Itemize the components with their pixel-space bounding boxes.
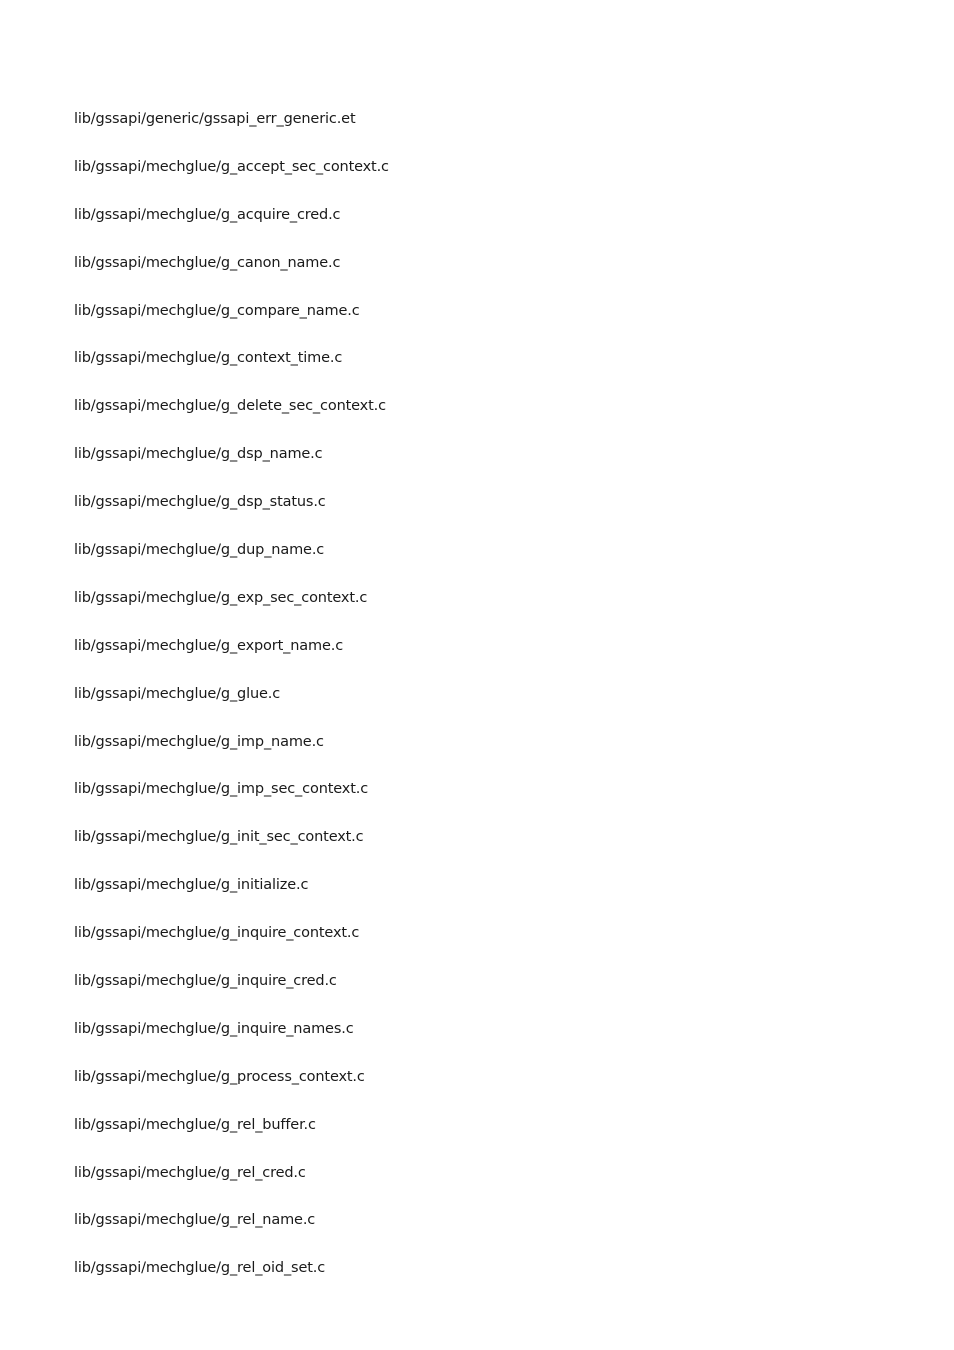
file-path-item: lib/gssapi/mechglue/g_dsp_status.c (74, 494, 326, 511)
file-path-item: lib/gssapi/mechglue/g_compare_name.c (74, 302, 360, 319)
file-path-list (74, 107, 389, 1304)
file-path-item: lib/gssapi/mechglue/g_imp_sec_context.c (74, 781, 369, 798)
file-path-item: lib/gssapi/mechglue/g_process_context.c (74, 1068, 365, 1085)
file-path-item: lib/gssapi/mechglue/g_inquire_cred.c (74, 973, 337, 990)
file-path-item: lib/gssapi/mechglue/g_rel_oid_set.c (74, 1260, 326, 1277)
file-path-item: lib/gssapi/mechglue/g_canon_name.c (74, 254, 341, 271)
file-path-item: lib/gssapi/mechglue/g_init_sec_context.c (74, 829, 364, 846)
file-path-item: lib/gssapi/mechglue/g_dsp_name.c (74, 446, 323, 463)
file-path-item: lib/gssapi/mechglue/g_inquire_context.c (74, 925, 360, 942)
file-path-item: lib/gssapi/mechglue/g_exp_sec_context.c (74, 589, 368, 606)
file-path-item: lib/gssapi/mechglue/g_glue.c (74, 685, 281, 702)
file-path-item: lib/gssapi/mechglue/g_inquire_names.c (74, 1020, 354, 1037)
file-path-item: lib/gssapi/mechglue/g_export_name.c (74, 637, 344, 654)
file-path-item: lib/gssapi/mechglue/g_imp_name.c (74, 733, 324, 750)
file-path-item: lib/gssapi/mechglue/g_initialize.c (74, 877, 309, 894)
file-path-item: lib/gssapi/mechglue/g_acquire_cred.c (74, 206, 341, 223)
file-path-item: lib/gssapi/mechglue/g_dup_name.c (74, 542, 325, 559)
file-path-item: lib/gssapi/mechglue/g_rel_name.c (74, 1212, 316, 1229)
file-path-item: lib/gssapi/mechglue/g_accept_sec_context.c (74, 158, 389, 175)
file-path-item: lib/gssapi/mechglue/g_delete_sec_context.c (74, 398, 386, 415)
file-path-item: lib/gssapi/mechglue/g_context_time.c (74, 350, 343, 367)
file-path-item: lib/gssapi/mechglue/g_rel_cred.c (74, 1164, 306, 1181)
file-path-item: lib/gssapi/mechglue/g_rel_buffer.c (74, 1116, 316, 1133)
file-path-item: lib/gssapi/generic/gssapi_err_generic.et (74, 111, 356, 127)
